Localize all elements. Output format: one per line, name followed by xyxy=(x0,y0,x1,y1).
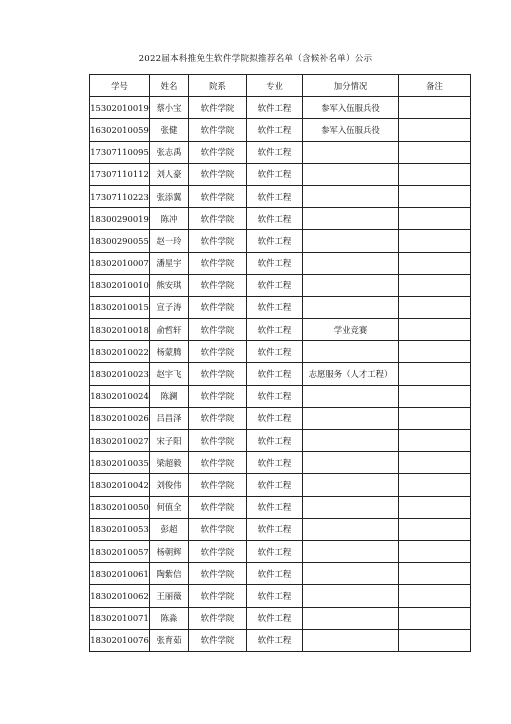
department-cell: 软件学院 xyxy=(189,141,247,163)
table-row xyxy=(90,540,471,562)
remarks-cell xyxy=(399,452,471,474)
student-id-cell: 18302010076 xyxy=(90,629,150,651)
student-id-cell: 18302010057 xyxy=(90,540,150,562)
student-id-cell: 17307110223 xyxy=(90,185,150,207)
table-row xyxy=(90,274,471,296)
remarks-cell xyxy=(399,607,471,629)
remarks-cell xyxy=(399,119,471,141)
department-cell: 软件学院 xyxy=(189,185,247,207)
table-row xyxy=(90,363,471,385)
student-id-cell: 18300290055 xyxy=(90,230,150,252)
bonus-cell: 学业竞赛 xyxy=(303,319,399,341)
bonus-cell xyxy=(303,141,399,163)
name-cell: 俞哲轩 xyxy=(150,319,189,341)
major-cell: 软件工程 xyxy=(247,319,303,341)
table-row xyxy=(90,319,471,341)
name-cell: 张育茹 xyxy=(150,629,189,651)
remarks-cell xyxy=(399,163,471,185)
student-id-cell: 17307110112 xyxy=(90,163,150,185)
page-title: 2022届本科推免生软件学院拟推荐名单（含候补名单）公示 xyxy=(138,54,373,64)
major-cell: 软件工程 xyxy=(247,252,303,274)
student-id-cell: 18300290019 xyxy=(90,208,150,230)
department-cell: 软件学院 xyxy=(189,97,247,119)
name-cell: 杨蒙腾 xyxy=(150,341,189,363)
bonus-cell xyxy=(303,185,399,207)
name-cell: 杨朝辉 xyxy=(150,540,189,562)
header-major: 专业 xyxy=(247,75,303,97)
name-cell: 刘人豪 xyxy=(150,163,189,185)
remarks-cell xyxy=(399,385,471,407)
remarks-cell xyxy=(399,274,471,296)
name-cell: 陈淼 xyxy=(150,607,189,629)
bonus-cell xyxy=(303,563,399,585)
table-row xyxy=(90,563,471,585)
department-cell: 软件学院 xyxy=(189,496,247,518)
department-cell: 软件学院 xyxy=(189,430,247,452)
bonus-cell xyxy=(303,341,399,363)
student-id-cell: 18302010026 xyxy=(90,407,150,429)
remarks-cell xyxy=(399,474,471,496)
remarks-cell xyxy=(399,296,471,318)
bonus-cell xyxy=(303,274,399,296)
bonus-cell xyxy=(303,163,399,185)
table-row xyxy=(90,452,471,474)
department-cell: 软件学院 xyxy=(189,540,247,562)
name-cell: 陶紫信 xyxy=(150,563,189,585)
major-cell: 软件工程 xyxy=(247,230,303,252)
table-row xyxy=(90,208,471,230)
header-student-id: 学号 xyxy=(90,75,150,97)
remarks-cell xyxy=(399,540,471,562)
major-cell: 软件工程 xyxy=(247,274,303,296)
major-cell: 软件工程 xyxy=(247,185,303,207)
header-department: 院系 xyxy=(189,75,247,97)
department-cell: 软件学院 xyxy=(189,208,247,230)
department-cell: 软件学院 xyxy=(189,563,247,585)
student-id-cell: 18302010042 xyxy=(90,474,150,496)
major-cell: 软件工程 xyxy=(247,363,303,385)
table-row xyxy=(90,629,471,651)
department-cell: 软件学院 xyxy=(189,319,247,341)
remarks-cell xyxy=(399,585,471,607)
remarks-cell xyxy=(399,97,471,119)
remarks-cell xyxy=(399,252,471,274)
header-bonus: 加分情况 xyxy=(303,75,399,97)
table-row xyxy=(90,518,471,540)
student-id-cell: 15302010019 xyxy=(90,97,150,119)
student-id-cell: 18302010050 xyxy=(90,496,150,518)
name-cell: 张志禹 xyxy=(150,141,189,163)
name-cell: 宣子涛 xyxy=(150,296,189,318)
major-cell: 软件工程 xyxy=(247,607,303,629)
student-id-cell: 18302010035 xyxy=(90,452,150,474)
student-id-cell: 18302010018 xyxy=(90,319,150,341)
student-id-cell: 17307110095 xyxy=(90,141,150,163)
department-cell: 软件学院 xyxy=(189,274,247,296)
remarks-cell xyxy=(399,518,471,540)
bonus-cell xyxy=(303,407,399,429)
student-id-cell: 18302010027 xyxy=(90,430,150,452)
table-row xyxy=(90,185,471,207)
name-cell: 彭超 xyxy=(150,518,189,540)
major-cell: 软件工程 xyxy=(247,518,303,540)
name-cell: 熊安琪 xyxy=(150,274,189,296)
department-cell: 软件学院 xyxy=(189,341,247,363)
major-cell: 软件工程 xyxy=(247,163,303,185)
bonus-cell xyxy=(303,296,399,318)
student-id-cell: 18302010023 xyxy=(90,363,150,385)
major-cell: 软件工程 xyxy=(247,208,303,230)
major-cell: 软件工程 xyxy=(247,407,303,429)
table-header-row xyxy=(90,75,471,97)
department-cell: 软件学院 xyxy=(189,452,247,474)
department-cell: 软件学院 xyxy=(189,474,247,496)
major-cell: 软件工程 xyxy=(247,341,303,363)
department-cell: 软件学院 xyxy=(189,230,247,252)
major-cell: 软件工程 xyxy=(247,496,303,518)
bonus-cell xyxy=(303,474,399,496)
department-cell: 软件学院 xyxy=(189,518,247,540)
remarks-cell xyxy=(399,363,471,385)
bonus-cell xyxy=(303,585,399,607)
department-cell: 软件学院 xyxy=(189,363,247,385)
bonus-cell xyxy=(303,518,399,540)
student-id-cell: 18302010024 xyxy=(90,385,150,407)
table-row xyxy=(90,496,471,518)
student-id-cell: 16302010059 xyxy=(90,119,150,141)
bonus-cell xyxy=(303,430,399,452)
remarks-cell xyxy=(399,496,471,518)
major-cell: 软件工程 xyxy=(247,474,303,496)
bonus-cell xyxy=(303,540,399,562)
major-cell: 软件工程 xyxy=(247,119,303,141)
bonus-cell: 志愿服务（人才工程） xyxy=(303,363,399,385)
name-cell: 陈冲 xyxy=(150,208,189,230)
student-id-cell: 18302010007 xyxy=(90,252,150,274)
student-id-cell: 18302010062 xyxy=(90,585,150,607)
name-cell: 何值全 xyxy=(150,496,189,518)
department-cell: 软件学院 xyxy=(189,607,247,629)
department-cell: 软件学院 xyxy=(189,296,247,318)
major-cell: 软件工程 xyxy=(247,540,303,562)
department-cell: 软件学院 xyxy=(189,385,247,407)
recommendation-table xyxy=(89,74,471,652)
student-id-cell: 18302010022 xyxy=(90,341,150,363)
name-cell: 陈澜 xyxy=(150,385,189,407)
table-row xyxy=(90,407,471,429)
student-id-cell: 18302010015 xyxy=(90,296,150,318)
department-cell: 软件学院 xyxy=(189,163,247,185)
remarks-cell xyxy=(399,208,471,230)
bonus-cell: 参军入伍服兵役 xyxy=(303,119,399,141)
major-cell: 软件工程 xyxy=(247,385,303,407)
bonus-cell xyxy=(303,452,399,474)
name-cell: 张健 xyxy=(150,119,189,141)
table-row xyxy=(90,341,471,363)
bonus-cell xyxy=(303,607,399,629)
table-row xyxy=(90,141,471,163)
name-cell: 刘俊伟 xyxy=(150,474,189,496)
remarks-cell xyxy=(399,341,471,363)
table-row xyxy=(90,230,471,252)
bonus-cell xyxy=(303,230,399,252)
remarks-cell xyxy=(399,230,471,252)
department-cell: 软件学院 xyxy=(189,629,247,651)
major-cell: 软件工程 xyxy=(247,296,303,318)
remarks-cell xyxy=(399,629,471,651)
remarks-cell xyxy=(399,185,471,207)
student-id-cell: 18302010053 xyxy=(90,518,150,540)
student-id-cell: 18302010071 xyxy=(90,607,150,629)
table-row xyxy=(90,430,471,452)
header-remarks: 备注 xyxy=(399,75,471,97)
name-cell: 宋子阳 xyxy=(150,430,189,452)
table-row xyxy=(90,252,471,274)
name-cell: 吕昌泽 xyxy=(150,407,189,429)
table-row xyxy=(90,607,471,629)
major-cell: 软件工程 xyxy=(247,629,303,651)
name-cell: 赵宇飞 xyxy=(150,363,189,385)
table-row xyxy=(90,163,471,185)
table-row xyxy=(90,474,471,496)
remarks-cell xyxy=(399,430,471,452)
table-row xyxy=(90,97,471,119)
name-cell: 潘星宇 xyxy=(150,252,189,274)
department-cell: 软件学院 xyxy=(189,252,247,274)
remarks-cell xyxy=(399,319,471,341)
major-cell: 软件工程 xyxy=(247,452,303,474)
bonus-cell xyxy=(303,496,399,518)
major-cell: 软件工程 xyxy=(247,430,303,452)
table-row xyxy=(90,296,471,318)
remarks-cell xyxy=(399,563,471,585)
bonus-cell xyxy=(303,629,399,651)
department-cell: 软件学院 xyxy=(189,407,247,429)
major-cell: 软件工程 xyxy=(247,563,303,585)
name-cell: 梁超毅 xyxy=(150,452,189,474)
table-body xyxy=(90,97,471,652)
name-cell: 张添翼 xyxy=(150,185,189,207)
major-cell: 软件工程 xyxy=(247,585,303,607)
remarks-cell xyxy=(399,407,471,429)
department-cell: 软件学院 xyxy=(189,119,247,141)
name-cell: 蔡小宝 xyxy=(150,97,189,119)
major-cell: 软件工程 xyxy=(247,141,303,163)
department-cell: 软件学院 xyxy=(189,585,247,607)
table-row xyxy=(90,119,471,141)
header-name: 姓名 xyxy=(150,75,189,97)
student-id-cell: 18302010061 xyxy=(90,563,150,585)
bonus-cell xyxy=(303,385,399,407)
major-cell: 软件工程 xyxy=(247,97,303,119)
name-cell: 赵一玲 xyxy=(150,230,189,252)
bonus-cell: 参军入伍服兵役 xyxy=(303,97,399,119)
bonus-cell xyxy=(303,208,399,230)
table-row xyxy=(90,385,471,407)
student-id-cell: 18302010010 xyxy=(90,274,150,296)
remarks-cell xyxy=(399,141,471,163)
table-row xyxy=(90,585,471,607)
name-cell: 王丽薇 xyxy=(150,585,189,607)
bonus-cell xyxy=(303,252,399,274)
